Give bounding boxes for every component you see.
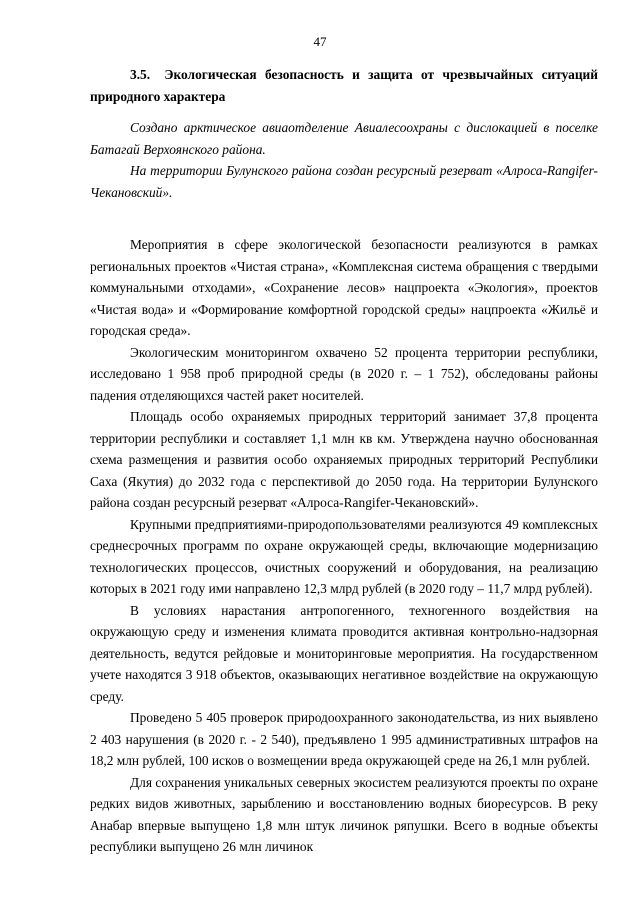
document-body bbox=[90, 64, 598, 858]
paragraph-monitoring: Экологическим мониторингом охвачено 52 процента территории республики, исследовано 1 958 проб природной среды (в 2020 г. – 1 752), обследованы районы падения отделяющихся частей ракет носителей. bbox=[90, 344, 598, 403]
highlight-resource-reserve: На территории Булунского района создан ресурсный резерват «Алроса-Rangifer-Чекановский». bbox=[90, 163, 598, 200]
section-heading bbox=[90, 64, 598, 107]
paragraph-inspections: Проведено 5 405 проверок природоохранного законодательства, из них выявлено 2 403 нарушения (в 2020 г. - 2 540), предъявлено 1 995 административных штрафов на 18,2 млн рублей, 100 исков о возмещении вреда окружающей среде на 26,1 млн рублей. bbox=[90, 710, 598, 768]
paragraph-enterprise-programs: Крупными предприятиями-природопользователями реализуются 49 комплексных среднесрочных программ по охране окружающей среды, включающие модернизацию технологических процессов, очистных сооружений и оборудования, на реализацию которых в 2021 году ими направлено 12,3 млрд рублей (в 2020 году – 11,7 млрд рублей). bbox=[90, 516, 598, 596]
section-title: Экологическая безопасность и защита от чрезвычайных ситуаций природного характера bbox=[90, 67, 598, 104]
paragraph-supervision: В условиях нарастания антропогенного, техногенного воздействия на окружающую среду и изменения климата проводится активная контрольно-надзорная деятельность, ведутся рейдовые и мониторинговые мероприятия. На государственном учете находятся 3 918 объектов, оказывающих негативное воздействие на окружающую среду. bbox=[90, 602, 598, 704]
paragraph-ecosystems: Для сохранения уникальных северных экосистем реализуются проекты по охране редких видов животных, зарыблению и восстановлению водных биоресурсов. В реку Анабар впервые выпущено 1,8 млн штук личинок ряпушки. Всего в водные объекты республики выпущено 26 млн личинок bbox=[90, 774, 598, 854]
highlight-aviation-unit: Создано арктическое авиаотделение Авиалесоохраны с дислокацией в поселке Батагай Верхоянского района. bbox=[90, 120, 598, 157]
page-number: 47 bbox=[313, 34, 327, 49]
section-number: 3.5. bbox=[130, 67, 151, 82]
paragraph-protected-areas: Площадь особо охраняемых природных территорий занимает 37,8 процента территории республики и составляет 1,1 млн кв км. Утверждена научно обоснованная схема размещения и развития особо охраняемых природных территорий Республики Саха (Якутия) до 2032 года с перспективой до 2050 года. На территории Булунского района создан ресурсный резерват «Алроса-Rangifer-Чекановский». bbox=[90, 409, 598, 510]
section-spacer bbox=[90, 203, 598, 234]
paragraph-ecology-projects: Мероприятия в сфере экологической безопасности реализуются в рамках региональных проектов «Чистая страна», «Комплексная система обращения с твердыми коммунальными отходами», «Сохранение лесов» нацпроекта «Экология», проектов «Чистая вода» и «Формирование комфортной городской среды» нацпроекта «Жильё и городская среда». bbox=[90, 237, 598, 338]
